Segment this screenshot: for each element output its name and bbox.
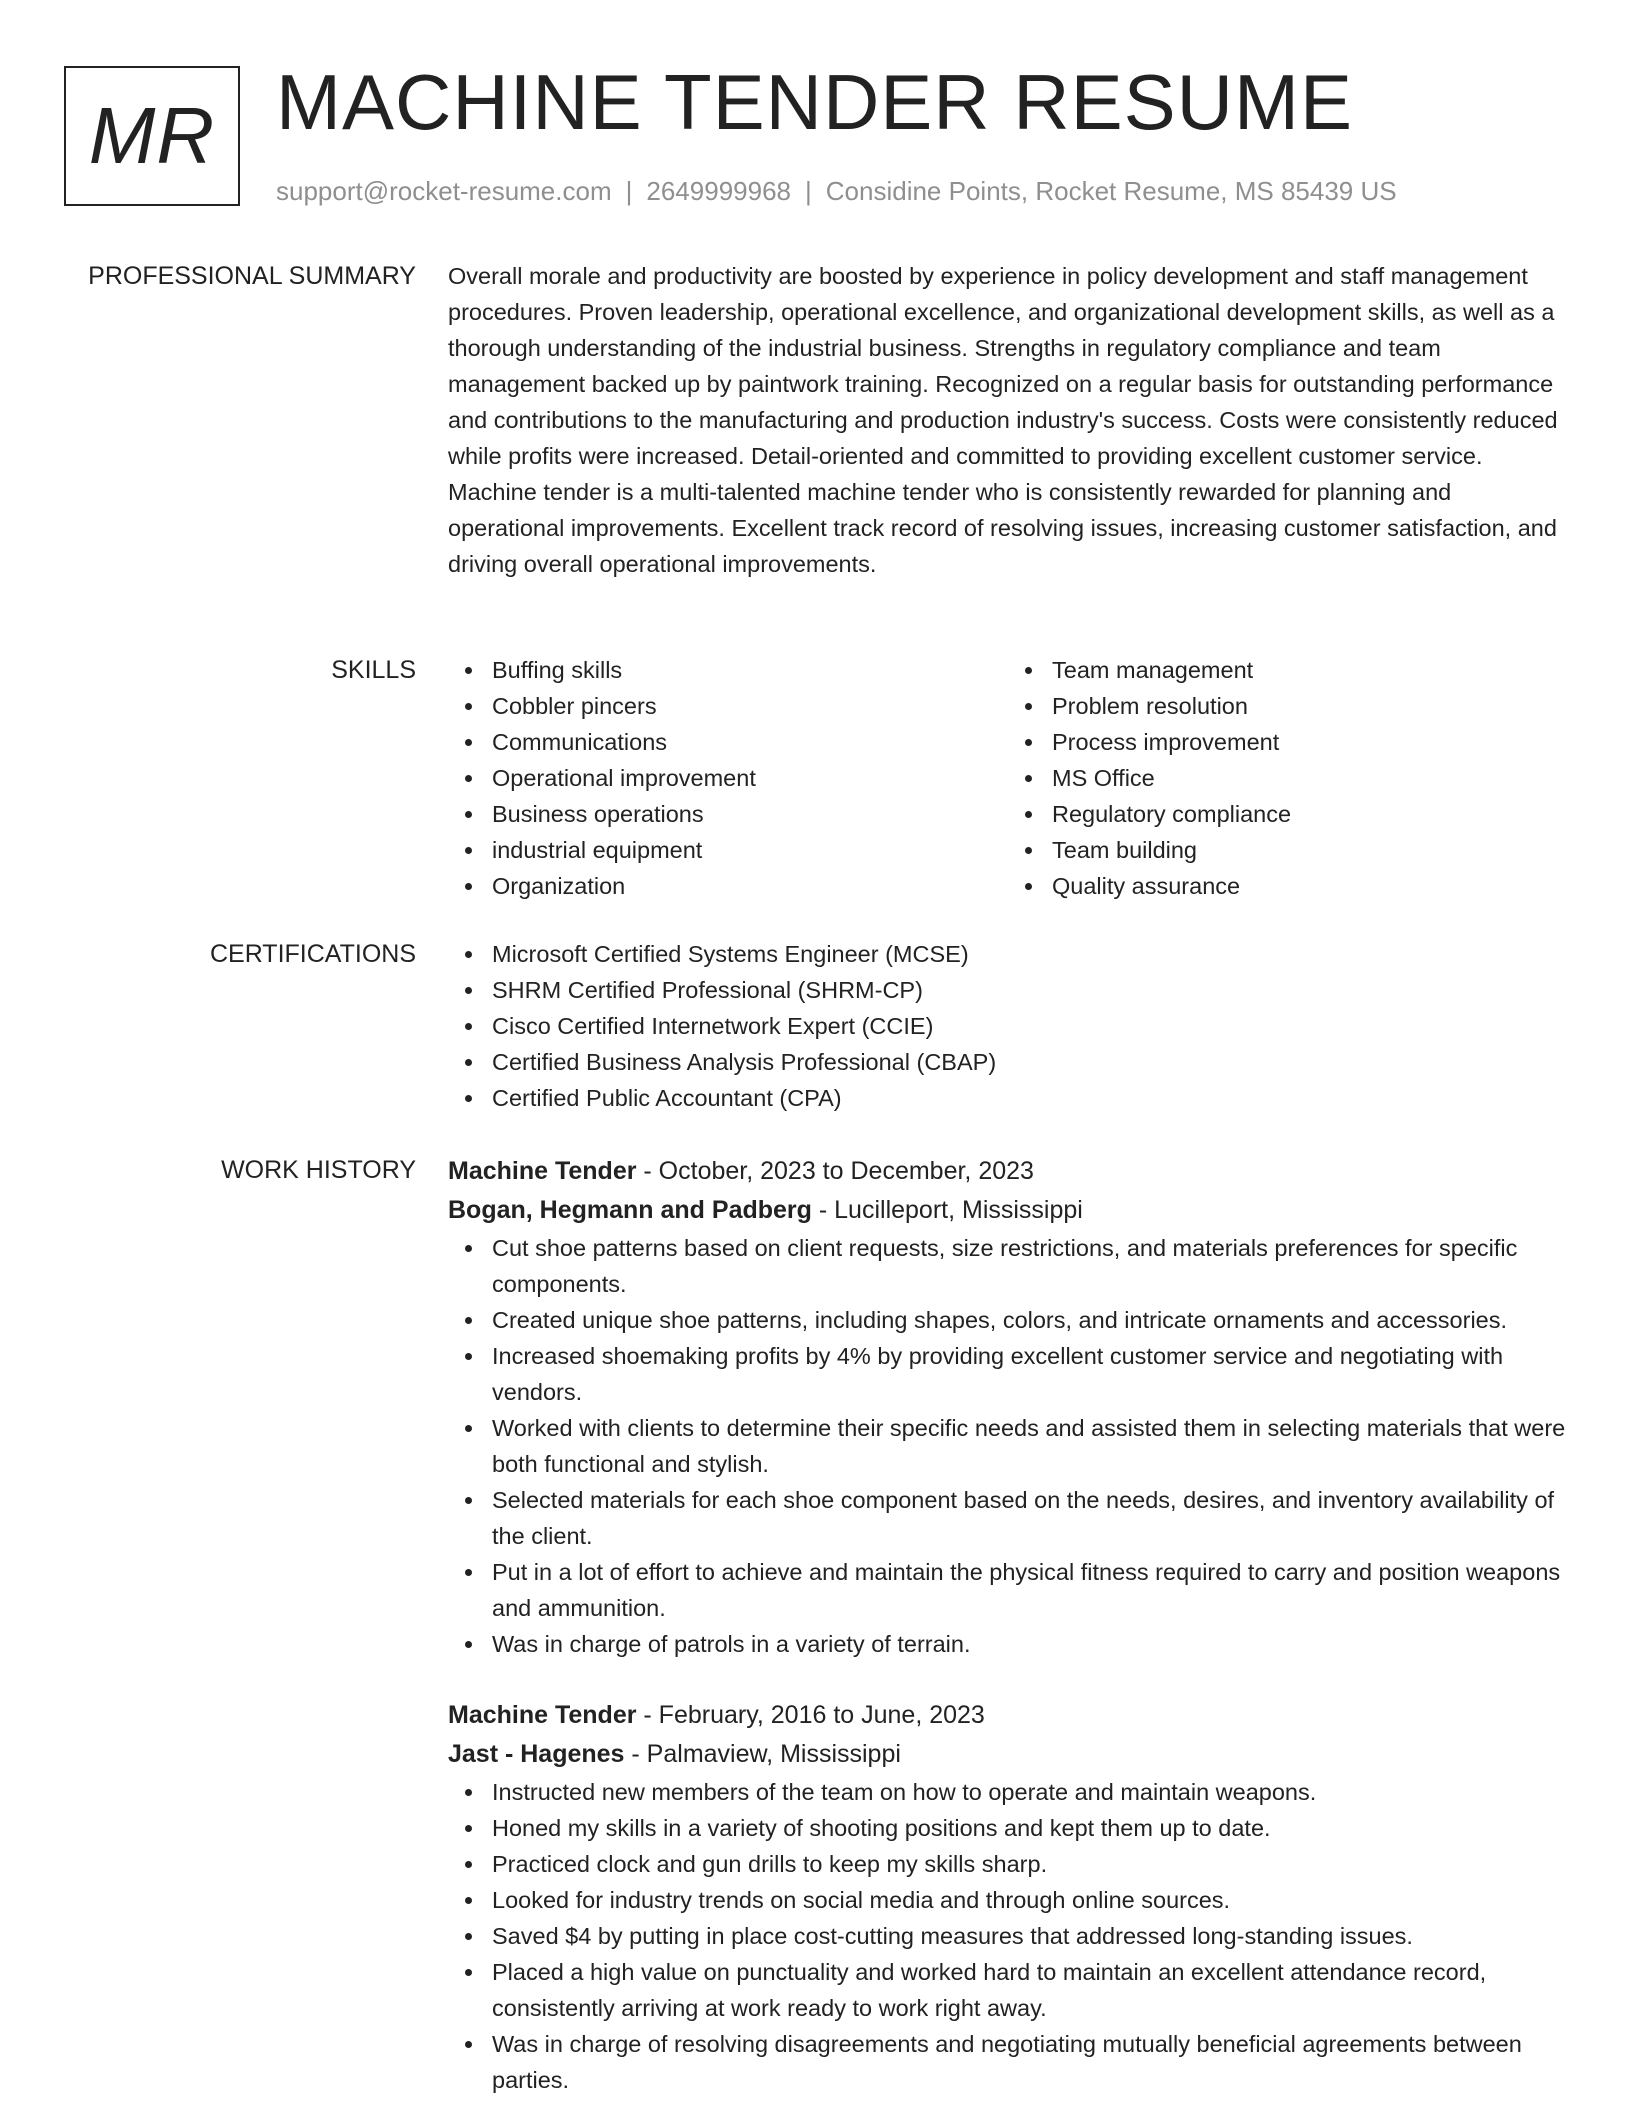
job-entry <box>448 1152 1568 1662</box>
job-company-line <box>448 1191 1568 1230</box>
job-location: - Lucilleport, Mississippi <box>811 1196 1083 1224</box>
certifications-list <box>448 936 1568 1116</box>
summary-text: Overall morale and productivity are boosted by experience in policy development and staff management procedures. Proven leadership, operational excellence, and organizational development skills, as well as a thorough understanding of the industrial business. Strengths in regulatory compliance and team management backed up by paintwork training. Recognized on a regular basis for outstanding performance and contributions to the manufacturing and production industry's success. Costs were consistently reduced while profits were increased. Detail-oriented and committed to providing excellent customer service. Machine tender is a multi-talented machine tender who is consistently rewarded for planning and operational improvements. Excellent track record of resolving issues, increasing customer satisfaction, and driving overall operational improvements. <box>448 263 1558 577</box>
skill-item: Team building <box>1052 832 1568 868</box>
skill-item: Operational improvement <box>492 760 1008 796</box>
contact-phone: 2649999968 <box>646 176 791 206</box>
skill-item: Buffing skills <box>492 652 1008 688</box>
job-company: Jast - Hagenes <box>448 1740 625 1768</box>
job-bullets <box>448 1230 1568 1662</box>
contact-address: Considine Points, Rocket Resume, MS 85439 US <box>825 176 1397 206</box>
contact-separator: | <box>805 176 812 206</box>
monogram-logo: MR <box>64 66 240 206</box>
skill-item: Regulatory compliance <box>1052 796 1568 832</box>
resume-title: MACHINE TENDER RESUME <box>276 58 1354 146</box>
summary-body <box>448 258 1568 582</box>
skill-item: Business operations <box>492 796 1008 832</box>
job-bullet: Was in charge of resolving disagreements and negotiating mutually beneficial agreements between parties. <box>492 2026 1568 2098</box>
skills-heading: SKILLS <box>331 656 416 684</box>
job-bullet: Honed my skills in a variety of shooting positions and kept them up to date. <box>492 1810 1568 1846</box>
job-bullets <box>448 1774 1568 2098</box>
skills-body <box>448 652 1568 904</box>
job-dates: - February, 2016 to June, 2023 <box>636 1701 985 1729</box>
job-bullet: Instructed new members of the team on how to operate and maintain weapons. <box>492 1774 1568 1810</box>
job-bullet: Put in a lot of effort to achieve and maintain the physical fitness required to carry and position weapons and ammunition. <box>492 1554 1568 1626</box>
job-bullet: Placed a high value on punctuality and worked hard to maintain an excellent attendance record, consistently arriving at work ready to work right away. <box>492 1954 1568 2026</box>
skill-item: Process improvement <box>1052 724 1568 760</box>
skills-list-left <box>448 652 1008 904</box>
contact-email: support@rocket-resume.com <box>276 176 612 206</box>
certification-item: Certified Business Analysis Professional (CBAP) <box>492 1044 1568 1080</box>
job-company-line <box>448 1735 1568 1774</box>
contact-line <box>276 174 1397 208</box>
summary-heading: PROFESSIONAL SUMMARY <box>88 262 416 290</box>
certification-item: SHRM Certified Professional (SHRM-CP) <box>492 972 1568 1008</box>
skill-item: Quality assurance <box>1052 868 1568 904</box>
job-entry <box>448 1696 1568 2098</box>
job-title: Machine Tender <box>448 1157 637 1185</box>
certification-item: Certified Public Accountant (CPA) <box>492 1080 1568 1116</box>
job-bullet: Practiced clock and gun drills to keep my skills sharp. <box>492 1846 1568 1882</box>
skill-item: MS Office <box>1052 760 1568 796</box>
skill-item: Communications <box>492 724 1008 760</box>
skill-item: industrial equipment <box>492 832 1008 868</box>
certification-item: Microsoft Certified Systems Engineer (MCSE) <box>492 936 1568 972</box>
job-dates: - October, 2023 to December, 2023 <box>636 1157 1034 1185</box>
job-bullet: Increased shoemaking profits by 4% by providing excellent customer service and negotiating with vendors. <box>492 1338 1568 1410</box>
work-history-body <box>448 1152 1568 2098</box>
skills-list-right <box>1008 652 1568 904</box>
certifications-body <box>448 936 1568 1116</box>
job-bullet: Selected materials for each shoe component based on the needs, desires, and inventory availability of the client. <box>492 1482 1568 1554</box>
job-bullet: Worked with clients to determine their specific needs and assisted them in selecting materials that were both functional and stylish. <box>492 1410 1568 1482</box>
job-location: - Palmaview, Mississippi <box>624 1740 901 1768</box>
job-bullet: Was in charge of patrols in a variety of terrain. <box>492 1626 1568 1662</box>
certifications-heading: CERTIFICATIONS <box>209 940 416 968</box>
skill-item: Organization <box>492 868 1008 904</box>
contact-separator: | <box>625 176 633 206</box>
job-company: Bogan, Hegmann and Padberg <box>448 1196 812 1224</box>
job-bullet: Created unique shoe patterns, including shapes, colors, and intricate ornaments and accessories. <box>492 1302 1568 1338</box>
certification-item: Cisco Certified Internetwork Expert (CCIE) <box>492 1008 1568 1044</box>
job-title-line <box>448 1696 1568 1735</box>
skill-item: Problem resolution <box>1052 688 1568 724</box>
job-title-line <box>448 1152 1568 1191</box>
job-title: Machine Tender <box>448 1701 637 1729</box>
work-history-heading: WORK HISTORY <box>221 1156 416 1184</box>
job-bullet: Looked for industry trends on social media and through online sources. <box>492 1882 1568 1918</box>
job-bullet: Cut shoe patterns based on client requests, size restrictions, and materials preferences for specific components. <box>492 1230 1568 1302</box>
job-bullet: Saved $4 by putting in place cost-cutting measures that addressed long-standing issues. <box>492 1918 1568 1954</box>
skill-item: Cobbler pincers <box>492 688 1008 724</box>
skill-item: Team management <box>1052 652 1568 688</box>
